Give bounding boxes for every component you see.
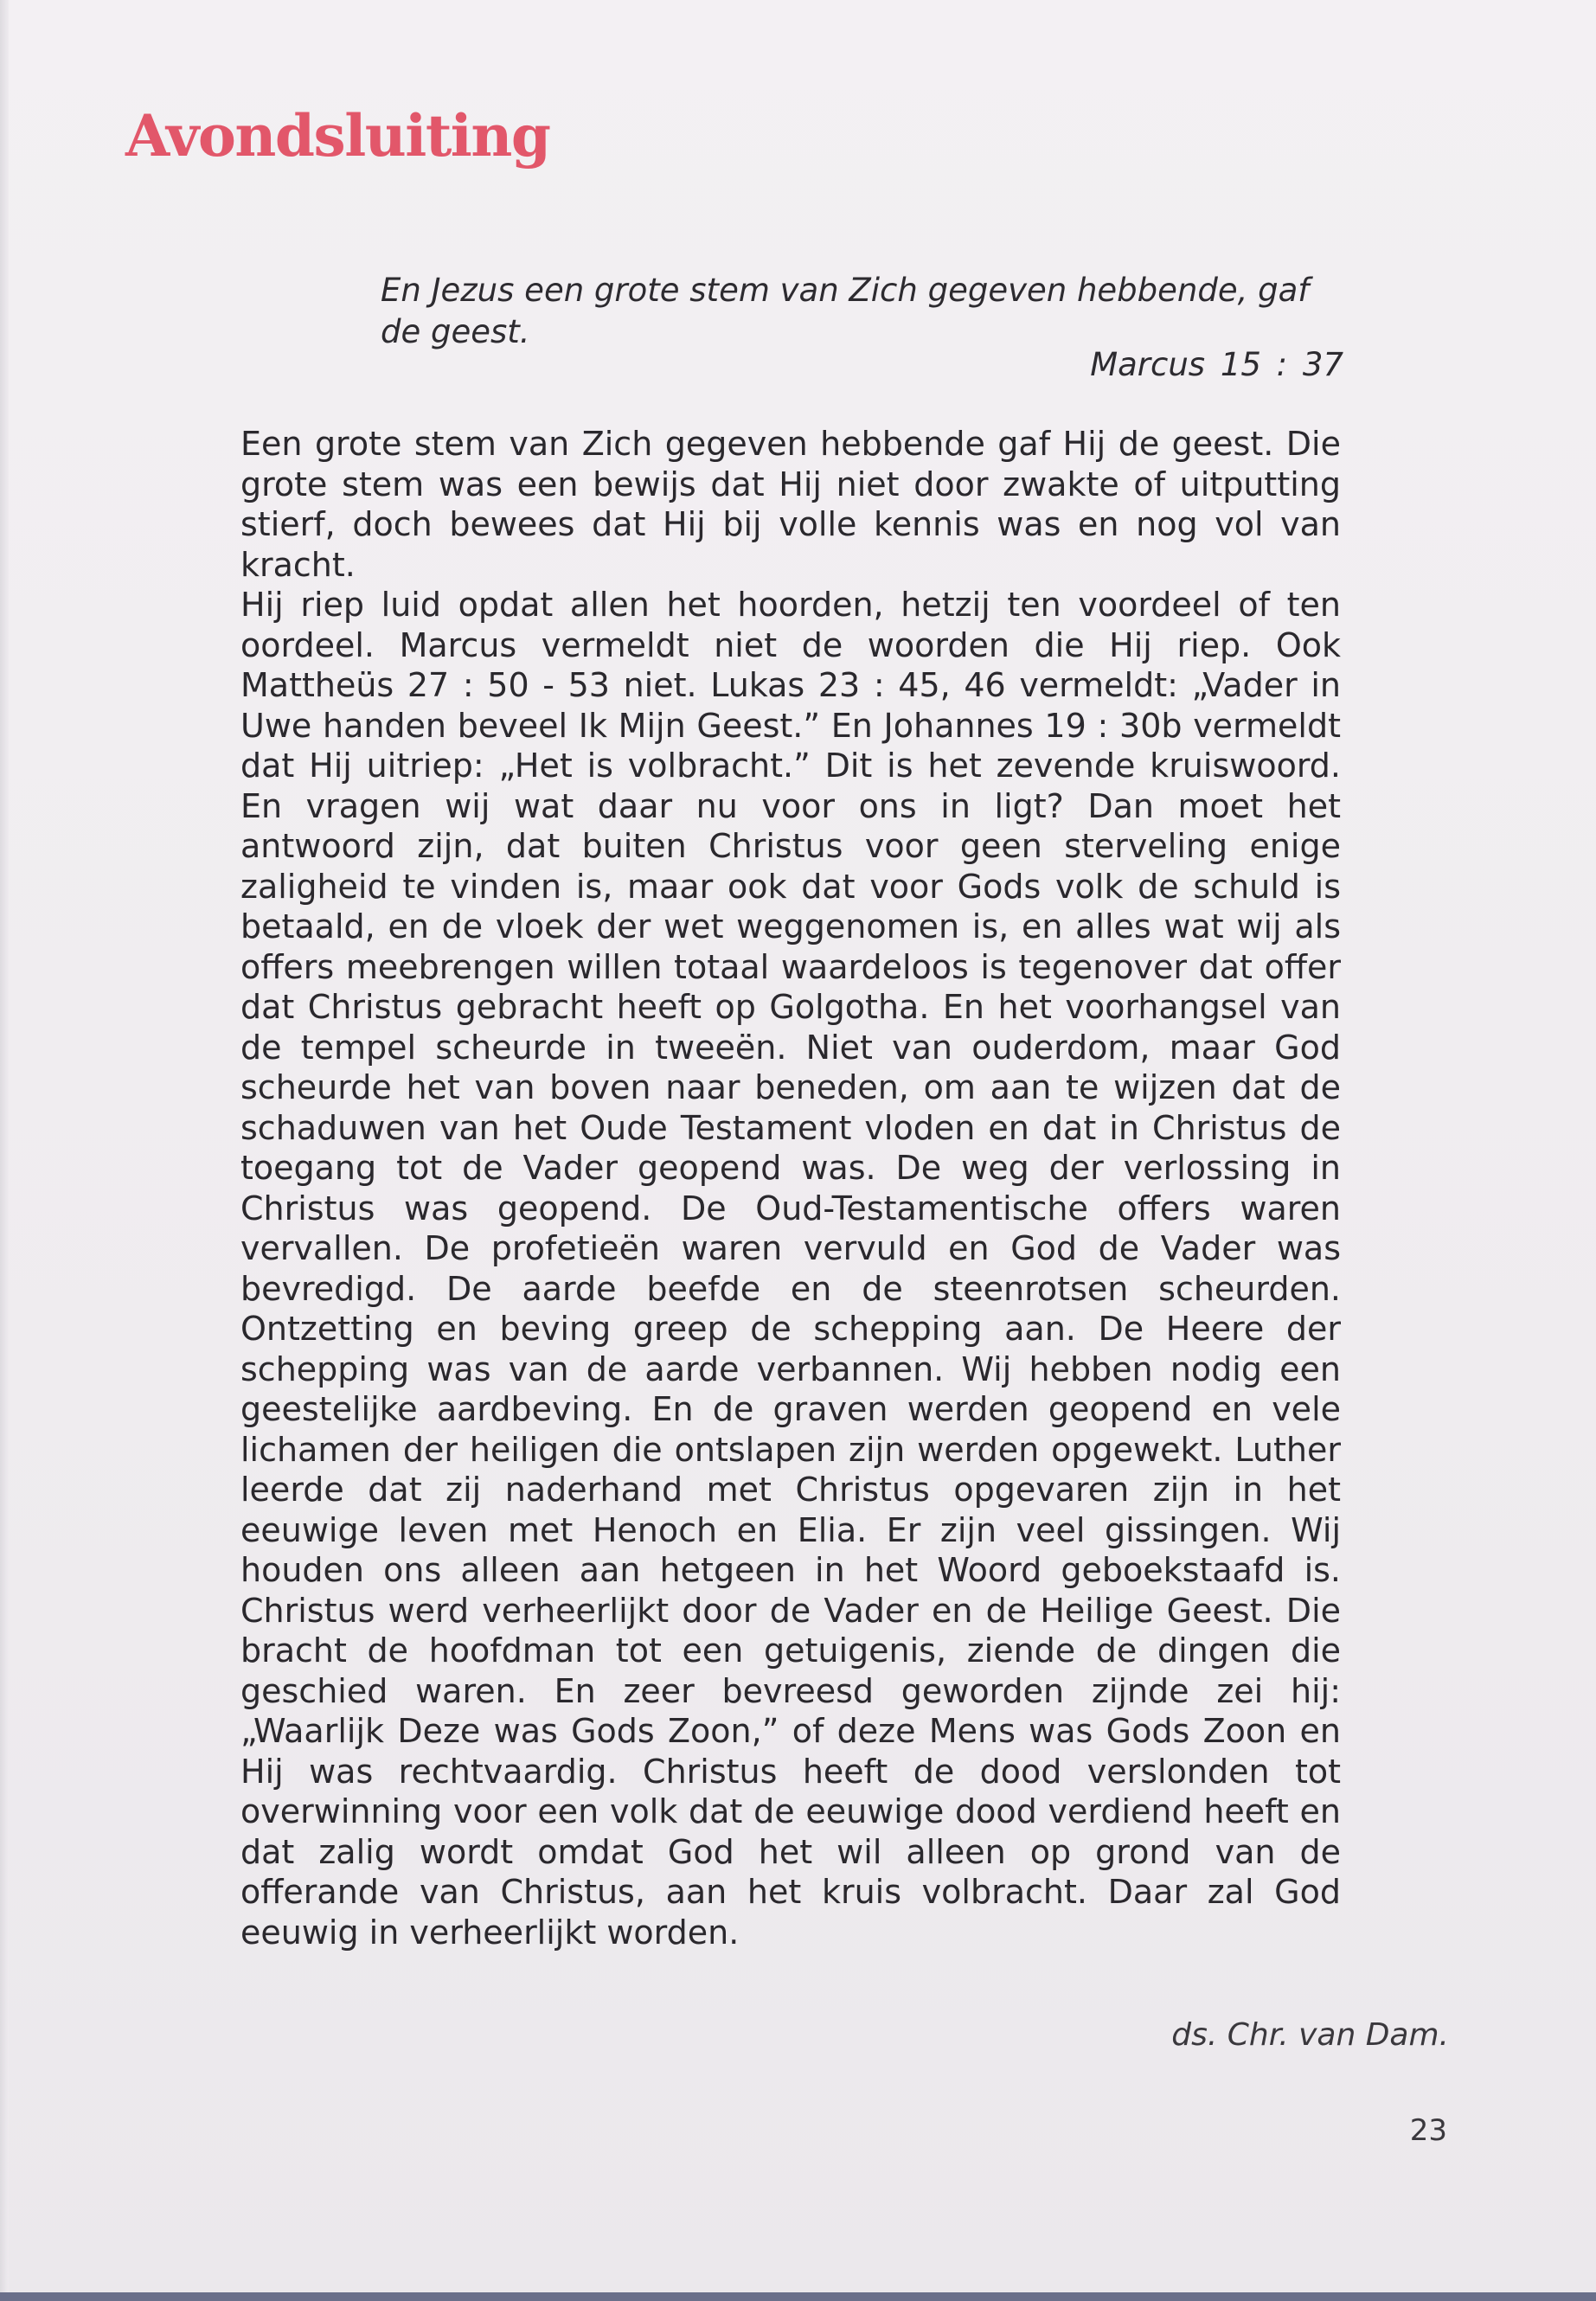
body-text bbox=[240, 424, 1341, 1952]
body-paragraph: Een grote stem van Zich gegeven hebbende gaf Hij de geest. Die grote stem was een bewijs dat Hij niet door zwakte of uitputting stierf, doch bewees dat Hij bij volle kennis was en nog vol van kracht. bbox=[240, 425, 1341, 584]
scripture-quote: En Jezus een grote stem van Zich gegeven hebbende, gaf de geest. bbox=[381, 272, 1310, 350]
page-number: 23 bbox=[1409, 2113, 1447, 2148]
body-paragraph: Hij riep luid opdat allen het hoorden, hetzij ten voordeel of ten oordeel. Marcus vermeldt niet de woorden die Hij riep. Ook Mattheüs 27 : 50 - 53 niet. Lukas 23 : 45, 46 vermeldt: „Vader in Uwe handen beveel Ik Mijn Geest.” En Johannes 19 : 30b vermeldt dat Hij uitriep: „Het is volbracht.” Dit is het zevende kruiswoord. En vragen wij wat daar nu voor ons in ligt? Dan moet het antwoord zijn, dat buiten Christus voor geen sterveling enige zaligheid te vinden is, maar ook dat voor Gods volk de schuld is betaald, en de vloek der wet weggenomen is, en alles wat wij als offers meebrengen willen totaal waardeloos is tegenover dat offer dat Christus gebracht heeft op Golgotha. En het voorhangsel van de tempel scheurde in tweeën. Niet van ouderdom, maar God scheurde het van boven naar beneden, om aan te wijzen dat de schaduwen van het Oude Testament vloden en dat in Christus de toegang tot de Vader geopend was. De weg der verlossing in Christus was geopend. De Oud-Testamentische offers waren vervallen. De profetieën waren vervuld en God de Vader was bevredigd. De aarde beefde en de steenrotsen scheurden. Ontzetting en beving greep de schepping aan. De Heere der schepping was van de aarde verbannen. Wij hebben nodig een geestelijke aardbeving. En de graven werden geopend en vele lichamen der heiligen die ontslapen zijn werden opgewekt. Luther leerde dat zij naderhand met Christus opgevaren zijn in het eeuwige leven met Henoch en Elia. Er zijn veel gissingen. Wij houden ons alleen aan hetgeen in het Woord geboekstaafd is. Christus werd verheerlijkt door de Vader en de Heilige Geest. Die bracht de hoofdman tot een getuigenis, ziende de dingen die geschied waren. En zeer bevreesd geworden zijnde zei hij: „Waarlijk Deze was Gods Zoon,” of deze Mens was Gods Zoon en Hij was rechtvaardig. Christus heeft de dood verslonden tot overwinning voor een volk dat de eeuwige dood verdiend heeft en dat zalig wordt omdat God het wil alleen op grond van de offerande van Christus, aan het kruis volbracht. Daar zal God eeuwig in verheerlijkt worden. bbox=[240, 586, 1341, 1952]
scripture-reference: Marcus 15 : 37 bbox=[1090, 346, 1343, 383]
page-bottom-edge bbox=[0, 2292, 1596, 2301]
author-signature: ds. Chr. van Dam. bbox=[1171, 2017, 1449, 2053]
page-title: Avondsluiting bbox=[125, 102, 550, 170]
page-left-edge bbox=[0, 0, 9, 2301]
